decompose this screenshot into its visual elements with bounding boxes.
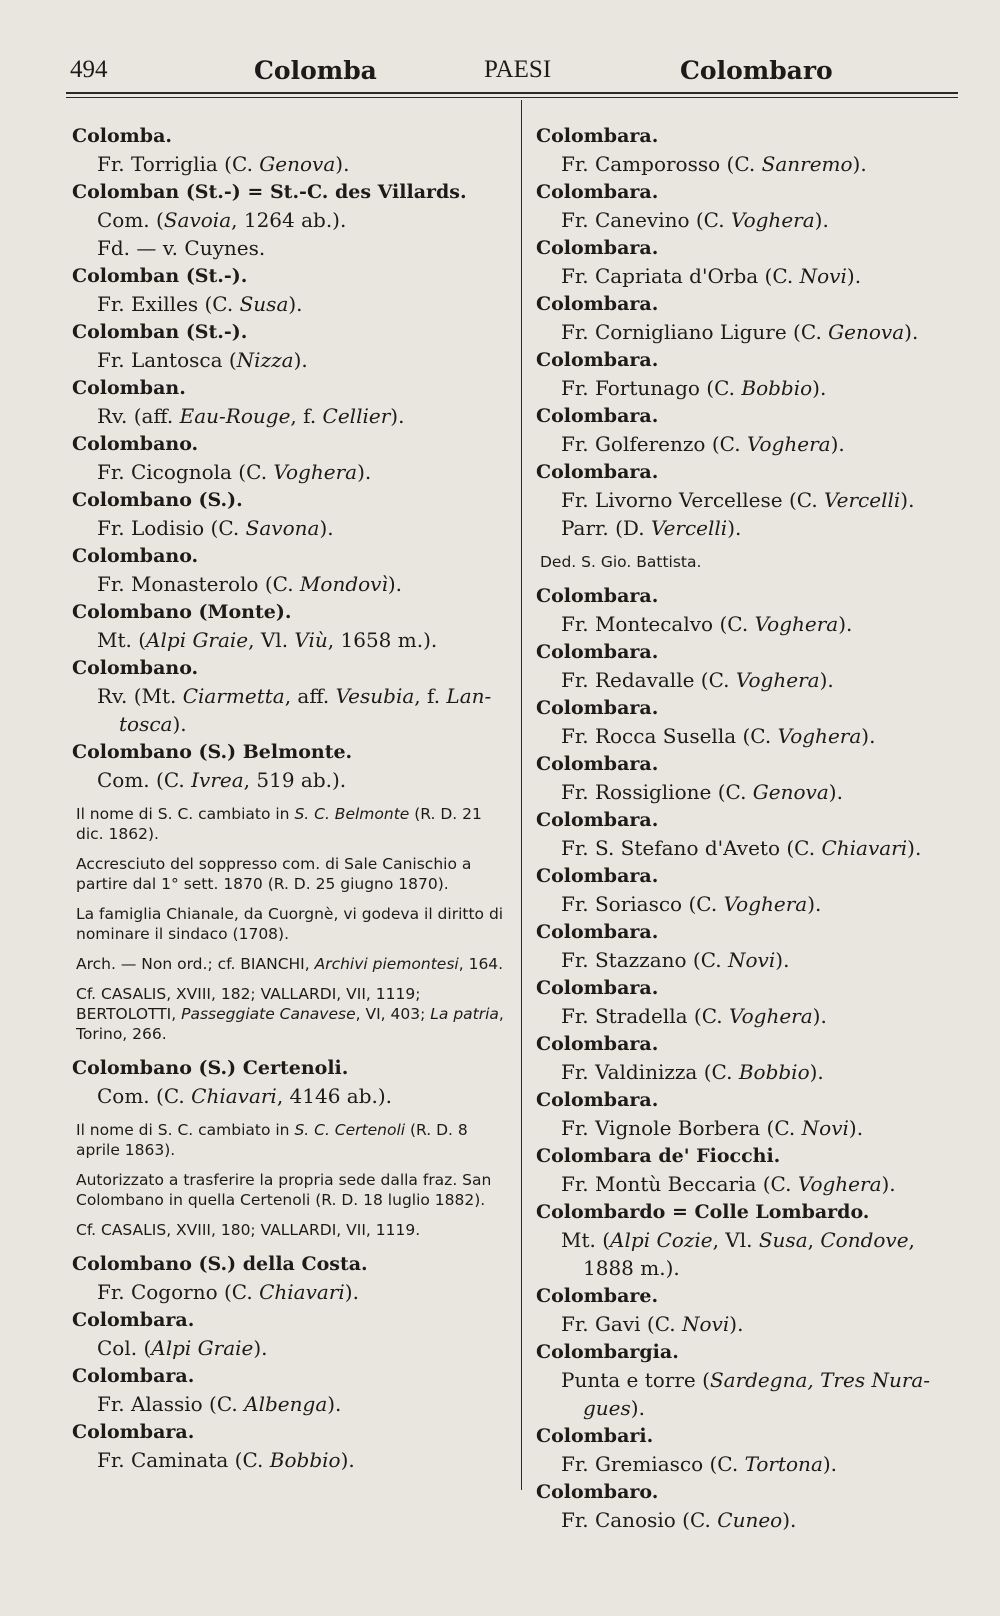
entry-line: Fr. Gremiasco (C. Tortona). — [561, 1452, 838, 1476]
left-column — [72, 122, 510, 1474]
entry-note: Cf. CASALIS, XVIII, 180; VALLARDI, VII, 1119. — [76, 1221, 421, 1239]
entry-line: Rv. (Mt. Ciarmetta, aff. Vesubia, f. Lan- — [97, 684, 492, 708]
entry-heading: Colombara. — [536, 181, 659, 203]
gazetteer-entry — [536, 1198, 956, 1282]
entry-line: Fr. Fortunago (C. Bobbio). — [561, 376, 827, 400]
gazetteer-entry — [536, 974, 956, 1030]
gazetteer-entry — [536, 638, 956, 694]
gazetteer-entry — [536, 582, 956, 638]
entry-heading: Colombano. — [72, 545, 199, 567]
entry-heading: Colombano (S.) Belmonte. — [72, 741, 353, 763]
gazetteer-entry — [536, 1422, 956, 1478]
gazetteer-entry — [72, 654, 510, 738]
gazetteer-entry — [536, 402, 956, 458]
entry-line: Com. (C. Ivrea, 519 ab.). — [97, 768, 347, 792]
entry-note: Arch. — Non ord.; cf. BIANCHI, Archivi piemontesi, 164. — [76, 955, 504, 973]
entry-heading: Colombara. — [536, 585, 659, 607]
gazetteer-entry — [72, 486, 510, 542]
entry-line: Fr. Lantosca (Nizza). — [97, 348, 308, 372]
entry-heading: Colombardo = Colle Lombardo. — [536, 1201, 870, 1223]
entry-line: Fr. Canosio (C. Cuneo). — [561, 1508, 797, 1532]
gazetteer-entry — [536, 750, 956, 806]
gazetteer-entry — [536, 178, 956, 234]
entry-heading: Colombara. — [536, 405, 659, 427]
entry-note: Il nome di S. C. cambiato in S. C. Certenoli (R. D. 8 aprile 1863). — [76, 1121, 468, 1159]
gazetteer-entry — [72, 178, 510, 262]
entry-line: Fr. Valdinizza (C. Bobbio). — [561, 1060, 824, 1084]
entry-line: Com. (Savoia, 1264 ab.). — [97, 208, 347, 232]
entry-heading: Colombano (S.) Certenoli. — [72, 1057, 349, 1079]
entry-heading: Colombara. — [72, 1309, 195, 1331]
gazetteer-entry — [72, 1306, 510, 1362]
gazetteer-entry — [72, 1054, 510, 1240]
entry-heading: Colombara. — [536, 1033, 659, 1055]
entry-heading: Colombano. — [72, 433, 199, 455]
entry-heading: Colombara. — [536, 641, 659, 663]
gazetteer-entry — [536, 290, 956, 346]
entry-line: Fr. Cicognola (C. Voghera). — [97, 460, 372, 484]
entry-line: Fd. — v. Cuynes. — [97, 236, 266, 260]
gazetteer-entry — [536, 1142, 956, 1198]
entry-note: Ded. S. Gio. Battista. — [540, 553, 702, 571]
entry-heading: Colombara. — [536, 977, 659, 999]
entry-heading: Colombara. — [72, 1421, 195, 1443]
entry-line: Fr. Rossiglione (C. Genova). — [561, 780, 843, 804]
entry-line: Fr. Rocca Susella (C. Voghera). — [561, 724, 876, 748]
entry-line: Parr. (D. Vercelli). — [561, 516, 742, 540]
gazetteer-entry — [536, 1030, 956, 1086]
header-rule-thin — [66, 97, 958, 98]
entry-heading: Colombargia. — [536, 1341, 679, 1363]
gazetteer-entry — [536, 1478, 956, 1534]
entry-line: Fr. Montù Beccaria (C. Voghera). — [561, 1172, 896, 1196]
entry-line: Fr. Gavi (C. Novi). — [561, 1312, 744, 1336]
entry-line: Fr. Caminata (C. Bobbio). — [97, 1448, 355, 1472]
entry-heading: Colombano (Monte). — [72, 601, 292, 623]
gazetteer-entry — [536, 918, 956, 974]
entry-note: Il nome di S. C. cambiato in S. C. Belmonte (R. D. 21 dic. 1862). — [76, 805, 482, 843]
entry-heading: Colombaro. — [536, 1481, 659, 1503]
entry-line: Fr. Vignole Borbera (C. Novi). — [561, 1116, 864, 1140]
entry-note: Cf. CASALIS, XVIII, 182; VALLARDI, VII, 1119; BERTOLOTTI, Passeggiate Canavese, VI, 403; La patria, Torino, 266. — [76, 985, 504, 1043]
gazetteer-entry — [536, 234, 956, 290]
entry-heading: Colombare. — [536, 1285, 659, 1307]
entry-line: Mt. (Alpi Cozie, Vl. Susa, Condove, — [561, 1228, 915, 1252]
column-divider — [521, 100, 522, 1490]
right-running-head: Colombaro — [680, 56, 833, 85]
entry-line: Fr. Camporosso (C. Sanremo). — [561, 152, 867, 176]
right-column — [536, 122, 956, 1534]
gazetteer-entry — [536, 806, 956, 862]
entry-line: Fr. Cornigliano Ligure (C. Genova). — [561, 320, 919, 344]
entry-heading: Colombari. — [536, 1425, 654, 1447]
entry-heading: Colombara. — [536, 753, 659, 775]
entry-heading: Colombara. — [536, 921, 659, 943]
entry-note: La famiglia Chianale, da Cuorgnè, vi godeva il diritto di nominare il sindaco (1708). — [76, 905, 504, 943]
gazetteer-entry — [536, 1086, 956, 1142]
entry-line: Rv. (aff. Eau-Rouge, f. Cellier). — [97, 404, 405, 428]
entry-line: Fr. Torriglia (C. Genova). — [97, 152, 350, 176]
entry-line: Col. (Alpi Graie). — [97, 1336, 268, 1360]
entry-heading: Colombara. — [536, 809, 659, 831]
entry-heading: Colombara. — [536, 865, 659, 887]
gazetteer-entry — [72, 1362, 510, 1418]
entry-line: gues). — [583, 1396, 645, 1420]
entry-heading: Colombara. — [72, 1365, 195, 1387]
entry-line: Fr. Stradella (C. Voghera). — [561, 1004, 827, 1028]
entry-heading: Colombano (S.). — [72, 489, 243, 511]
gazetteer-entry — [72, 1418, 510, 1474]
gazetteer-entry — [536, 122, 956, 178]
gazetteer-entry — [72, 542, 510, 598]
entry-line: Fr. Redavalle (C. Voghera). — [561, 668, 834, 692]
entry-heading: Colombara. — [536, 237, 659, 259]
entry-note: Accresciuto del soppresso com. di Sale Canischio a partire dal 1° sett. 1870 (R. D. 25 giugno 1870). — [76, 855, 472, 893]
entry-heading: Colombara. — [536, 349, 659, 371]
entry-heading: Colomban (St.-). — [72, 321, 248, 343]
entry-heading: Colombara. — [536, 1089, 659, 1111]
entry-line: 1888 m.). — [583, 1256, 680, 1280]
entry-line: Fr. Soriasco (C. Voghera). — [561, 892, 822, 916]
header-rule — [66, 92, 958, 94]
gazetteer-entry — [72, 122, 510, 178]
entry-heading: Colomba. — [72, 125, 173, 147]
entry-heading: Colomban (St.-). — [72, 265, 248, 287]
entry-line: Fr. Monasterolo (C. Mondovì). — [97, 572, 403, 596]
gazetteer-entry — [72, 738, 510, 1044]
entry-line: Fr. Montecalvo (C. Voghera). — [561, 612, 853, 636]
entry-line: Mt. (Alpi Graie, Vl. Viù, 1658 m.). — [97, 628, 438, 652]
left-running-head: Colomba — [254, 56, 377, 85]
entry-line: Fr. S. Stefano d'Aveto (C. Chiavari). — [561, 836, 922, 860]
page-number: 494 — [70, 56, 108, 83]
gazetteer-entry — [72, 262, 510, 318]
entry-line: Fr. Exilles (C. Susa). — [97, 292, 303, 316]
gazetteer-entry — [72, 1250, 510, 1306]
entry-heading: Colombano. — [72, 657, 199, 679]
gazetteer-entry — [536, 694, 956, 750]
entry-heading: Colomban (St.-) = St.-C. des Villards. — [72, 181, 467, 203]
entry-line: Fr. Capriata d'Orba (C. Novi). — [561, 264, 862, 288]
entry-heading: Colombara. — [536, 461, 659, 483]
gazetteer-entry — [536, 862, 956, 918]
gazetteer-entry — [536, 1338, 956, 1422]
entry-heading: Colombara. — [536, 293, 659, 315]
gazetteer-entry — [536, 346, 956, 402]
gazetteer-entry — [72, 598, 510, 654]
entry-line: Com. (C. Chiavari, 4146 ab.). — [97, 1084, 393, 1108]
entry-line: Fr. Alassio (C. Albenga). — [97, 1392, 342, 1416]
entry-heading: Colomban. — [72, 377, 186, 399]
entry-line: Fr. Canevino (C. Voghera). — [561, 208, 829, 232]
entry-line: Fr. Golferenzo (C. Voghera). — [561, 432, 845, 456]
center-running-head: PAESI — [484, 56, 552, 83]
entry-line: Punta e torre (Sardegna, Tres Nura- — [561, 1368, 931, 1392]
entry-heading: Colombara de' Fiocchi. — [536, 1145, 781, 1167]
page-header — [70, 52, 960, 92]
entry-line: tosca). — [119, 712, 187, 736]
gazetteer-entry — [72, 318, 510, 374]
entry-line: Fr. Cogorno (C. Chiavari). — [97, 1280, 359, 1304]
entry-heading: Colombara. — [536, 697, 659, 719]
gazetteer-entry — [536, 458, 956, 572]
gazetteer-entry — [72, 430, 510, 486]
entry-line: Fr. Stazzano (C. Novi). — [561, 948, 790, 972]
entry-note: Autorizzato a trasferire la propria sede dalla fraz. San Colombano in quella Certenoli (R. D. 18 luglio 1882). — [76, 1171, 492, 1209]
entry-line: Fr. Lodisio (C. Savona). — [97, 516, 334, 540]
gazetteer-entry — [72, 374, 510, 430]
entry-heading: Colombara. — [536, 125, 659, 147]
gazetteer-entry — [536, 1282, 956, 1338]
entry-line: Fr. Livorno Vercellese (C. Vercelli). — [561, 488, 915, 512]
entry-heading: Colombano (S.) della Costa. — [72, 1253, 368, 1275]
